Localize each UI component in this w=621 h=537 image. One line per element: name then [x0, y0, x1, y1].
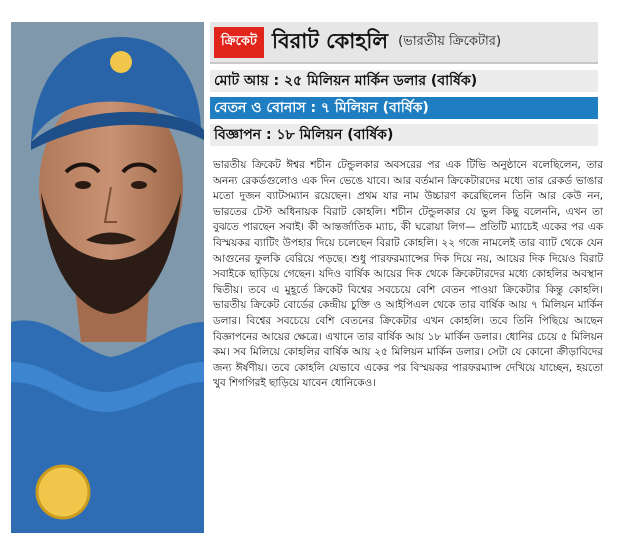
total-income-row: মোট আয় : ২৫ মিলিয়ন মার্কিন ডলার (বার্ষিক)	[210, 70, 598, 92]
salary-bonus-row: বেতন ও বোনাস : ৭ মিলিয়ন (বার্ষিক)	[210, 97, 598, 119]
category-badge: ক্রিকেট	[214, 27, 264, 58]
cap-crest	[110, 51, 132, 73]
player-photo	[11, 22, 204, 533]
article-body: ভারতীয় ক্রিকেট ঈশ্বর শচীন টেন্ডুলকার অবসরের পর এক টিভি অনুষ্ঠানে বলেছিলেন, তার অনন্য রেকর্ডগুলোও এক দিন ভেঙে যাবে। আর বর্তমান ক্রিকেটারদের মধ্যে তার রেকর্ড ভাঙার মতো দুজন ব্যাটসম্যান রয়েছেন। প্রথম যার নাম উচ্চারণ করেছিলেন তিনি আর কেউ নন, ভারতের টেস্ট অধিনায়ক বিরাট কোহলি। শচীন টেন্ডুলকার যে ভুল কিছু বলেননি, এখন তা বুঝতে পারছেন সবাই। কী আন্তর্জাতিক ম্যাচ, কী ঘরোয়া লিগ— প্রতিটি ম্যাচেই একের পর এক বিস্ময়কর ব্যাটিং উপহার দিয়ে চলেছেন বিরাট কোহলি। ২২ গজে নামলেই তার ব্যাট থেকে যেন আগুনের ফুলকি বেরিয়ে পড়ছে। শুধু পারফরম্যান্সের দিক দিয়ে নয়, আয়ের দিক দিয়েও বিরাট সবাইকে ছাড়িয়ে গেছেন। যদিও বার্ষিক আয়ের দিক থেকে ক্রিকেটারদের মধ্যে কোহলির অবস্থান দ্বিতীয়। তবে এ মুহূর্তে ক্রিকেট বিশ্বের সবচেয়ে বেশি বেতন পাওয়া ক্রিকেটার কিন্তু কোহলি। ভারতীয় ক্রিকেট বোর্ডের কেন্দ্রীয় চুক্তি ও আইপিএল থেকে তার বার্ষিক আয় ৭ মিলিয়ন মার্কিন ডলার। বিশ্বের সবচেয়ে বেশি বেতনের ক্রিকেটার এখন কোহলি। তবে তিনি পিছিয়ে আছেন বিজ্ঞাপনের আয়ের ক্ষেত্রে। এখানে তার বার্ষিক আয় ১৮ মার্কিন ডলার। ধোনির চেয়ে ৫ মিলিয়ন কম। সব মিলিয়ে কোহলির বার্ষিক আয় ২৫ মিলিয়ন মার্কিন ডলার। সেটা যে কোনো ক্রীড়াবিদের জন্য ঈর্ষণীয়। তবে কোহলি যেভাবে একের পর বিস্ময়কর পারফরম্যান্স দেখিয়ে যাচ্ছেন, হয়তো খুব শিগগিরই ছাড়িয়ে যাবেন ধোনিকেও।	[213, 159, 603, 390]
article-subtitle: (ভারতীয় ক্রিকেটার)	[398, 33, 502, 49]
article-header	[210, 22, 598, 64]
player-portrait	[11, 22, 204, 533]
jersey-crest	[37, 466, 89, 518]
advertising-row: বিজ্ঞাপন : ১৮ মিলিয়ন (বার্ষিক)	[210, 124, 598, 146]
article-title: বিরাট কোহলি	[272, 27, 389, 53]
left-eye	[75, 181, 91, 189]
right-eye	[131, 181, 147, 189]
